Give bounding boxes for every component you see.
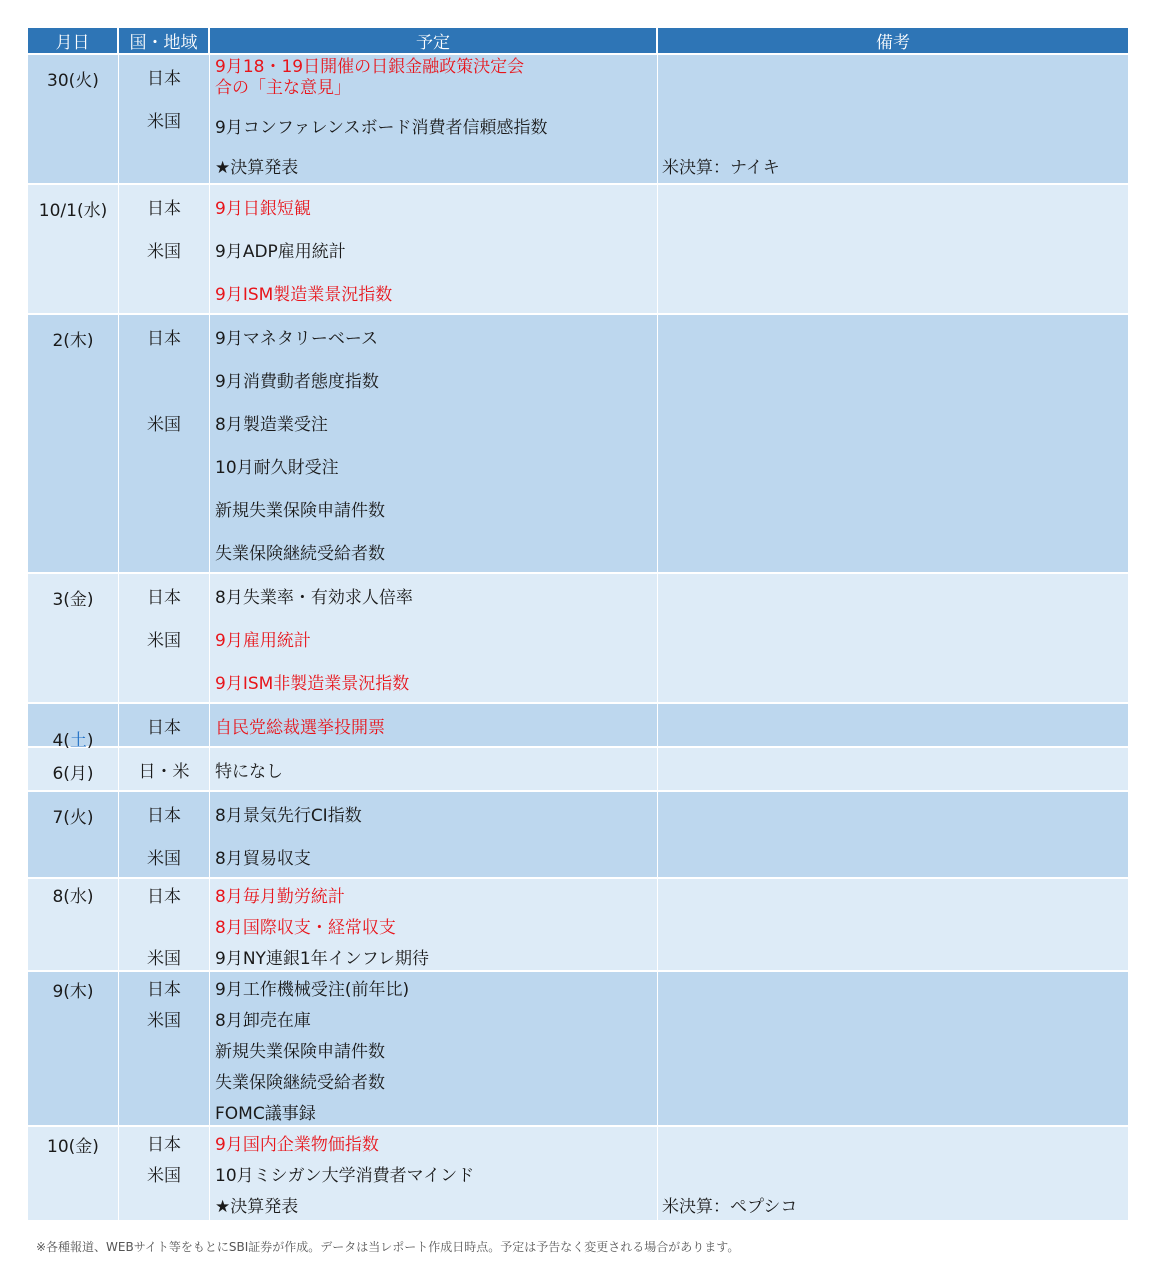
event-item: 新規失業保険申請件数 (215, 501, 385, 521)
row-date: 10(金) (47, 1137, 99, 1157)
table-row (28, 746, 1128, 790)
event-item: 8月毎月勤労統計 (215, 887, 345, 907)
schedule-table (28, 28, 1128, 1220)
row-region: 米国 (147, 1166, 181, 1186)
row-date: 8(水) (52, 887, 94, 907)
row-region: 日本 (147, 329, 181, 349)
row-region: 米国 (147, 242, 181, 262)
row-region: 米国 (147, 415, 181, 435)
event-item: 8月失業率・有効求人倍率 (215, 588, 413, 608)
header-notes: 備考 (876, 33, 910, 53)
event-item: 10月ミシガン大学消費者マインド (215, 1166, 475, 1186)
event-item: 9月工作機械受注(前年比) (215, 980, 410, 1000)
row-date: 6(月) (52, 764, 94, 784)
row-region: 米国 (147, 1011, 181, 1031)
row-region: 日本 (147, 887, 181, 907)
row-region: 米国 (147, 112, 181, 132)
table-row (28, 313, 1128, 572)
table-row (28, 877, 1128, 970)
row-region: 日本 (147, 718, 181, 738)
event-item: ★決算発表 (215, 158, 299, 178)
footnote: ※各種報道、WEBサイト等をもとにSBI証券が作成。データは当レポート作成日時点。予定は予告なく変更される場合があります。 (36, 1240, 740, 1254)
event-item: ★決算発表 (215, 1197, 299, 1217)
event-item: 新規失業保険申請件数 (215, 1042, 385, 1062)
table-row (28, 702, 1128, 751)
saturday-label: 土 (69, 731, 87, 751)
row-region: 日・米 (138, 762, 190, 782)
header-region: 国・地域 (119, 28, 210, 53)
table-header (28, 28, 1128, 53)
event-item: 特になし (215, 762, 283, 782)
header-schedule: 予定 (210, 28, 658, 53)
row-date: 9(木) (52, 982, 94, 1002)
row-region: 日本 (147, 980, 181, 1000)
event-item: 10月耐久財受注 (215, 458, 339, 478)
table-row (28, 53, 1128, 183)
event-item: 9月NY連銀1年インフレ期待 (215, 949, 430, 969)
note-item: 米決算：ナイキ (662, 158, 780, 178)
row-region: 米国 (147, 949, 181, 969)
event-item: 9月ISM製造業景況指数 (215, 285, 393, 305)
note-item: 米決算：ペプシコ (662, 1197, 798, 1217)
event-item: 9月国内企業物価指数 (215, 1135, 379, 1155)
table-row (28, 790, 1128, 877)
event-item: 9月コンファレンスボード消費者信頼感指数 (215, 118, 548, 138)
row-date: 10/1(水) (38, 201, 108, 221)
event-item: 9月日銀短観 (215, 199, 311, 219)
row-date: 4(土) (52, 715, 93, 751)
event-item: 9月消費動者態度指数 (215, 372, 379, 392)
row-region: 米国 (147, 631, 181, 651)
event-item: 失業保険継続受給者数 (215, 544, 385, 564)
row-region: 日本 (147, 199, 181, 219)
event-item: 自民党総裁選挙投開票 (215, 718, 385, 738)
row-region: 日本 (147, 69, 181, 89)
table-row (28, 572, 1128, 702)
event-item: FOMC議事録 (215, 1104, 316, 1124)
table-row (28, 183, 1128, 313)
row-region: 日本 (147, 588, 181, 608)
event-item: 9月18・19日開催の日銀金融政策決定会 合の「主な意見」 (215, 57, 525, 98)
row-date: 30(火) (47, 71, 99, 91)
table-row (28, 1125, 1128, 1220)
event-item: 9月ADP雇用統計 (215, 242, 346, 262)
row-region: 日本 (147, 1135, 181, 1155)
row-region: 日本 (147, 806, 181, 826)
event-item: 失業保険継続受給者数 (215, 1073, 385, 1093)
row-region: 米国 (147, 849, 181, 869)
event-item: 8月卸売在庫 (215, 1011, 311, 1031)
event-item: 8月国際収支・経常収支 (215, 918, 396, 938)
row-date: 3(金) (52, 590, 94, 610)
event-item: 8月貿易収支 (215, 849, 311, 869)
header-date: 月日 (28, 28, 119, 53)
table-row (28, 970, 1128, 1125)
event-item: 8月製造業受注 (215, 415, 328, 435)
event-item: 9月ISM非製造業景況指数 (215, 674, 410, 694)
event-item: 9月雇用統計 (215, 631, 311, 651)
row-date: 2(木) (52, 331, 94, 351)
row-date: 7(火) (52, 808, 94, 828)
event-item: 8月景気先行CI指数 (215, 806, 362, 826)
event-item: 9月マネタリーベース (215, 329, 378, 349)
